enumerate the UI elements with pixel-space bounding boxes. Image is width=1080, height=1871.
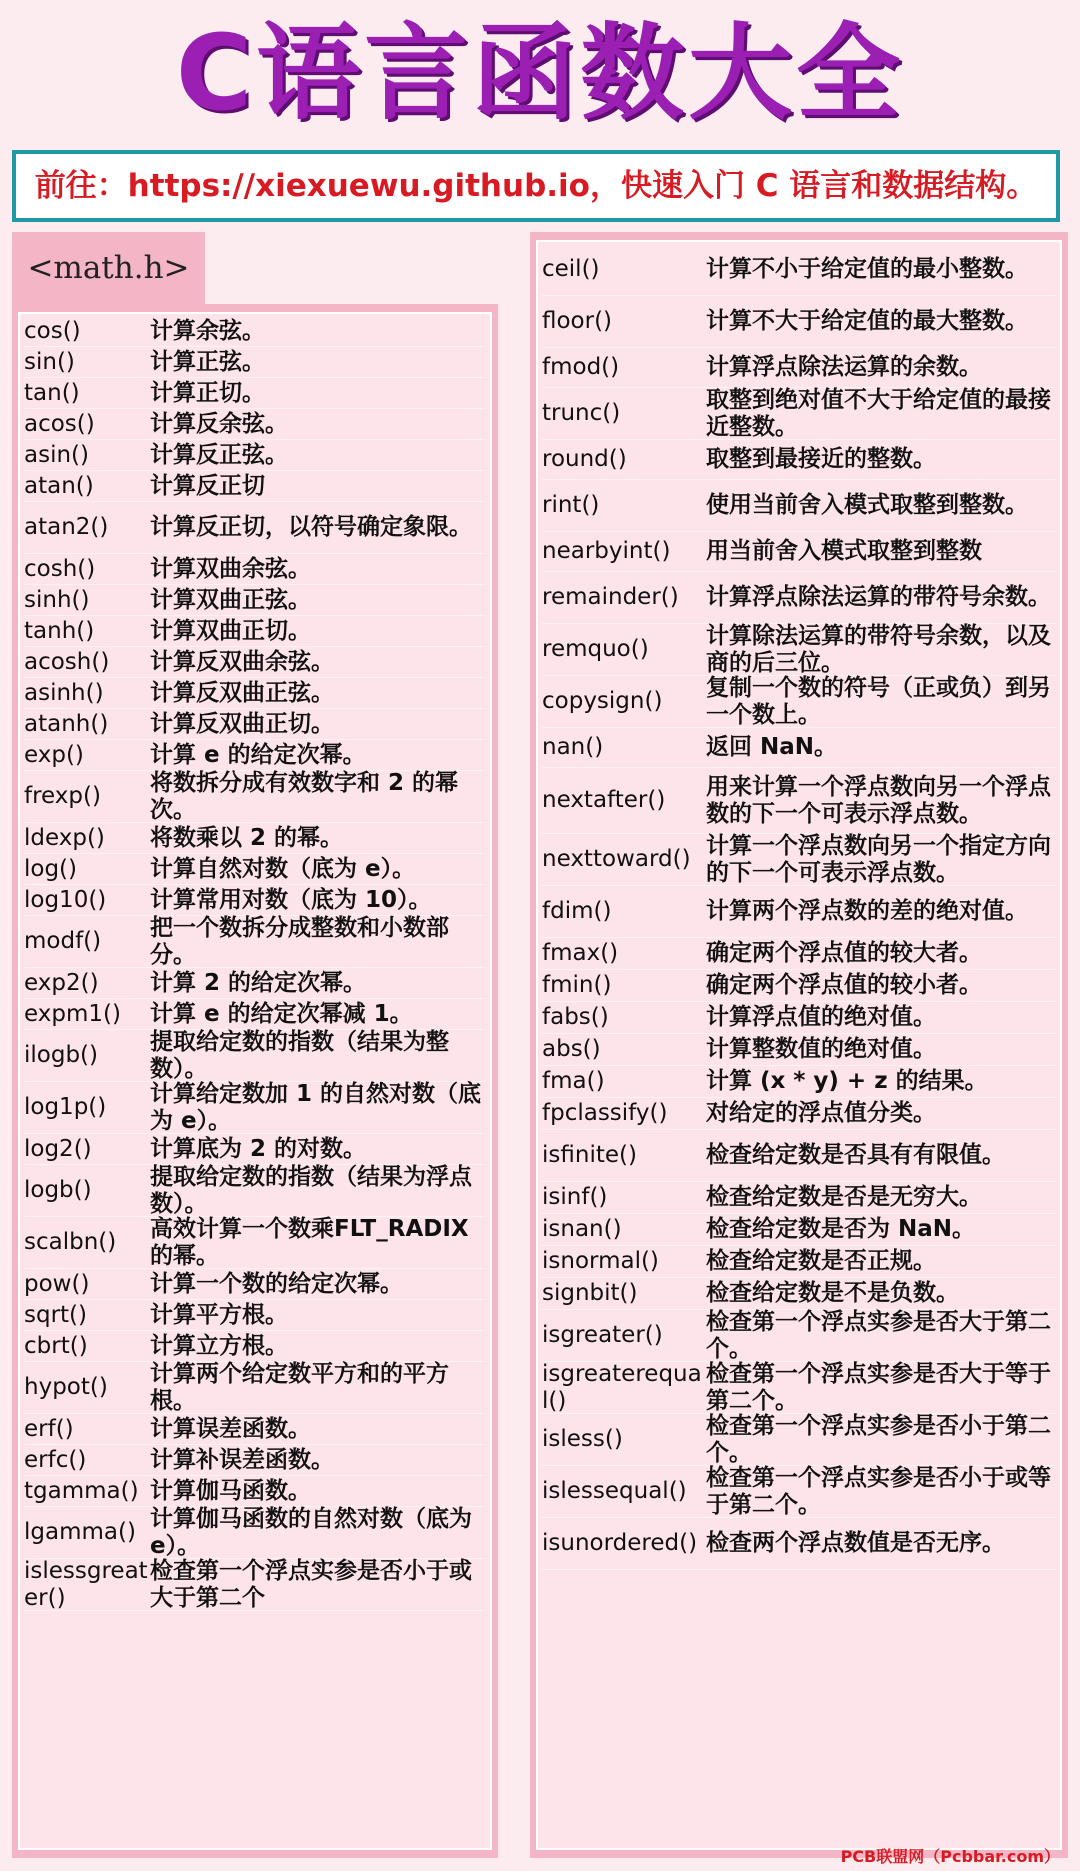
- function-description: 计算反正切: [150, 472, 265, 499]
- function-name: remainder(): [542, 584, 679, 610]
- function-name: isgreater(): [542, 1322, 663, 1348]
- function-description: 计算余弦。: [150, 317, 265, 344]
- function-name: isfinite(): [542, 1142, 637, 1168]
- function-row: [24, 771, 486, 823]
- function-row: [542, 532, 1056, 572]
- function-row: [542, 1518, 1056, 1570]
- function-name: fdim(): [542, 898, 612, 924]
- function-row: [24, 854, 486, 885]
- function-description: 计算正切。: [150, 379, 265, 406]
- function-row: [24, 1030, 486, 1082]
- function-row: [24, 1559, 486, 1611]
- function-row: [542, 1278, 1056, 1310]
- function-description: 高效计算一个数乘FLT_RADIX的幂。: [150, 1215, 469, 1269]
- function-row: [542, 1182, 1056, 1214]
- tutorial-link-banner[interactable]: 前往：https://xiexuewu.github.io，快速入门 C 语言和数据结构。: [12, 150, 1060, 222]
- function-name: modf(): [24, 928, 102, 954]
- function-description: 计算双曲正弦。: [150, 586, 311, 613]
- function-row: [542, 886, 1056, 938]
- function-name: exp(): [24, 741, 84, 768]
- function-row: [542, 244, 1056, 296]
- function-description: 复制一个数的符号（正或负）到另一个数上。: [706, 674, 1051, 728]
- function-description: 计算反双曲正弦。: [150, 679, 334, 706]
- function-name: acosh(): [24, 648, 110, 675]
- function-description: 检查给定数是否是无穷大。: [706, 1184, 982, 1210]
- function-row: [24, 885, 486, 916]
- function-name: islessequal(): [542, 1478, 687, 1504]
- function-description: 计算给定数加 1 的自然对数（底为 e）。: [150, 1080, 482, 1134]
- function-description: 计算双曲余弦。: [150, 555, 311, 582]
- function-name: copysign(): [542, 688, 663, 714]
- function-description: 计算正弦。: [150, 348, 265, 375]
- function-description: 计算浮点除法运算的带符号余数。: [706, 584, 1051, 610]
- function-description: 取整到绝对值不大于给定值的最接近整数。: [706, 386, 1051, 440]
- function-description: 计算自然对数（底为 e）。: [150, 855, 416, 882]
- function-row: [24, 1476, 486, 1507]
- function-description: 返回 NaN。: [706, 734, 838, 760]
- function-name: tgamma(): [24, 1477, 139, 1504]
- left-function-list: [18, 312, 492, 1850]
- function-row: [542, 480, 1056, 532]
- function-description: 计算双曲正切。: [150, 617, 311, 644]
- function-name: ceil(): [542, 256, 600, 282]
- function-row: [24, 1082, 486, 1134]
- function-row: [24, 1507, 486, 1559]
- function-description: 计算不小于给定值的最小整数。: [706, 256, 1028, 282]
- function-description: 计算常用对数（底为 10）。: [150, 886, 432, 913]
- function-name: erfc(): [24, 1446, 87, 1473]
- function-description: 把一个数拆分成整数和小数部分。: [150, 914, 449, 968]
- site-watermark: PCB联盟网（Pcbbar.com）: [840, 1847, 1060, 1866]
- function-description: 计算整数值的绝对值。: [706, 1036, 936, 1062]
- function-name: tan(): [24, 379, 80, 406]
- function-row: [24, 647, 486, 678]
- function-row: [24, 409, 486, 440]
- function-row: [24, 968, 486, 999]
- function-description: 计算反正弦。: [150, 441, 288, 468]
- function-row: [24, 554, 486, 585]
- function-name: remquo(): [542, 636, 649, 662]
- header-tab-math-h: <math.h>: [12, 232, 205, 304]
- function-name: isunordered(): [542, 1530, 698, 1556]
- function-row: [24, 1134, 486, 1165]
- function-name: nexttoward(): [542, 846, 691, 872]
- function-row: [542, 1466, 1056, 1518]
- function-name: fmin(): [542, 972, 612, 998]
- function-description: 计算伽马函数。: [150, 1477, 311, 1504]
- function-description: 用当前舍入模式取整到整数: [706, 538, 982, 564]
- function-row: [542, 1098, 1056, 1130]
- function-description: 计算 e 的给定次幂减 1。: [150, 1000, 413, 1027]
- function-row: [542, 1414, 1056, 1466]
- function-name: isnormal(): [542, 1248, 659, 1274]
- function-name: fma(): [542, 1068, 605, 1094]
- function-name: fmax(): [542, 940, 619, 966]
- function-row: [24, 1165, 486, 1217]
- function-description: 计算两个浮点数的差的绝对值。: [706, 898, 1028, 924]
- function-row: [24, 585, 486, 616]
- function-description: 计算 e 的给定次幂。: [150, 741, 366, 768]
- function-row: [542, 1362, 1056, 1414]
- function-row: [24, 347, 486, 378]
- function-description: 计算 (x * y) + z 的结果。: [706, 1068, 988, 1094]
- function-description: 计算补误差函数。: [150, 1446, 334, 1473]
- function-row: [24, 999, 486, 1030]
- function-name: tanh(): [24, 617, 95, 644]
- function-row: [542, 970, 1056, 1002]
- left-function-panel: [12, 304, 498, 1858]
- function-name: isinf(): [542, 1184, 608, 1210]
- function-name: atanh(): [24, 710, 109, 737]
- function-description: 检查第一个浮点实参是否大于等于第二个。: [706, 1360, 1051, 1414]
- function-description: 计算反双曲正切。: [150, 710, 334, 737]
- function-row: [542, 938, 1056, 970]
- function-row: [24, 440, 486, 471]
- function-name: cos(): [24, 317, 81, 344]
- function-row: [24, 916, 486, 968]
- function-description: 计算平方根。: [150, 1301, 288, 1328]
- function-name: acos(): [24, 410, 95, 437]
- function-row: [542, 296, 1056, 348]
- function-row: [24, 740, 486, 771]
- function-name: nan(): [542, 734, 604, 760]
- function-description: 检查第一个浮点实参是否小于第二个。: [706, 1412, 1051, 1466]
- function-description: 使用当前舍入模式取整到整数。: [706, 492, 1028, 518]
- function-name: sqrt(): [24, 1301, 88, 1328]
- function-row: [542, 834, 1056, 886]
- function-name: nextafter(): [542, 787, 666, 813]
- function-row: [542, 572, 1056, 624]
- function-row: [24, 316, 486, 347]
- function-row: [24, 471, 486, 502]
- function-name: lgamma(): [24, 1519, 136, 1545]
- function-row: [542, 1214, 1056, 1246]
- function-name: signbit(): [542, 1280, 638, 1306]
- function-description: 确定两个浮点值的较大者。: [706, 940, 982, 966]
- function-row: [542, 1130, 1056, 1182]
- function-name: floor(): [542, 308, 613, 334]
- function-description: 对给定的浮点值分类。: [706, 1100, 936, 1126]
- function-description: 计算两个给定数平方和的平方根。: [150, 1360, 449, 1414]
- function-name: rint(): [542, 492, 600, 518]
- function-row: [24, 1331, 486, 1362]
- function-row: [24, 378, 486, 409]
- function-name: frexp(): [24, 783, 101, 809]
- function-description: 提取给定数的指数（结果为整数）。: [150, 1028, 449, 1082]
- function-name: nearbyint(): [542, 538, 671, 564]
- function-description: 将数乘以 2 的幂。: [150, 824, 344, 851]
- function-name: sinh(): [24, 586, 90, 613]
- function-row: [542, 1310, 1056, 1362]
- function-row: [542, 440, 1056, 480]
- function-description: 确定两个浮点值的较小者。: [706, 972, 982, 998]
- function-row: [24, 1414, 486, 1445]
- function-name: asin(): [24, 441, 89, 468]
- function-row: [24, 502, 486, 554]
- function-name: fmod(): [542, 354, 620, 380]
- function-name: trunc(): [542, 400, 621, 426]
- function-name: ldexp(): [24, 824, 105, 851]
- function-description: 计算立方根。: [150, 1332, 288, 1359]
- page-title: C语言函数大全: [175, 12, 905, 134]
- function-name: pow(): [24, 1270, 90, 1297]
- function-description: 计算 2 的给定次幂。: [150, 969, 367, 996]
- function-name: logb(): [24, 1177, 92, 1203]
- function-description: 将数拆分成有效数字和 2 的幂次。: [150, 769, 459, 823]
- function-description: 用来计算一个浮点数向另一个浮点数的下一个可表示浮点数。: [706, 773, 1051, 827]
- function-row: [24, 1445, 486, 1476]
- function-name: fabs(): [542, 1004, 609, 1030]
- function-name: fpclassify(): [542, 1100, 668, 1126]
- function-name: islessgreater(): [24, 1557, 148, 1611]
- function-description: 计算反双曲余弦。: [150, 648, 334, 675]
- function-description: 计算浮点除法运算的余数。: [706, 354, 982, 380]
- function-row: [24, 823, 486, 854]
- function-name: asinh(): [24, 679, 104, 706]
- right-function-panel: [530, 232, 1068, 1858]
- function-row: [542, 728, 1056, 768]
- function-description: 取整到最接近的整数。: [706, 446, 936, 472]
- function-description: 计算底为 2 的对数。: [150, 1135, 367, 1162]
- function-description: 检查给定数是否具有有限值。: [706, 1142, 1005, 1168]
- function-name: cosh(): [24, 555, 96, 582]
- function-row: [24, 1300, 486, 1331]
- function-row: [542, 348, 1056, 388]
- function-description: 计算浮点值的绝对值。: [706, 1004, 936, 1030]
- function-description: 检查两个浮点数值是否无序。: [706, 1530, 1005, 1556]
- function-row: [542, 676, 1056, 728]
- function-row: [542, 624, 1056, 676]
- function-name: sin(): [24, 348, 75, 375]
- function-name: isnan(): [542, 1216, 622, 1242]
- function-name: abs(): [542, 1036, 601, 1062]
- function-row: [542, 1002, 1056, 1034]
- function-description: 计算一个浮点数向另一个指定方向的下一个可表示浮点数。: [706, 832, 1051, 886]
- function-name: ilogb(): [24, 1042, 98, 1068]
- function-description: 检查给定数是不是负数。: [706, 1280, 959, 1306]
- function-row: [24, 1269, 486, 1300]
- function-name: atan2(): [24, 514, 109, 540]
- function-description: 计算伽马函数的自然对数（底为 e）。: [150, 1505, 472, 1559]
- function-name: scalbn(): [24, 1229, 117, 1255]
- function-description: 计算误差函数。: [150, 1415, 311, 1442]
- function-row: [542, 1246, 1056, 1278]
- function-name: log(): [24, 855, 78, 882]
- function-name: round(): [542, 446, 627, 472]
- function-name: log2(): [24, 1135, 92, 1162]
- right-function-list: [536, 240, 1062, 1850]
- function-name: expm1(): [24, 1000, 121, 1027]
- function-description: 计算不大于给定值的最大整数。: [706, 308, 1028, 334]
- function-description: 计算反余弦。: [150, 410, 288, 437]
- function-row: [542, 388, 1056, 440]
- function-name: atan(): [24, 472, 94, 499]
- function-name: hypot(): [24, 1374, 108, 1400]
- function-name: exp2(): [24, 969, 99, 996]
- function-name: cbrt(): [24, 1332, 88, 1359]
- function-name: isgreaterequal(): [542, 1360, 702, 1414]
- function-row: [24, 1362, 486, 1414]
- function-row: [24, 616, 486, 647]
- function-row: [24, 709, 486, 740]
- function-description: 检查第一个浮点实参是否大于第二个。: [706, 1308, 1051, 1362]
- function-description: 检查给定数是否正规。: [706, 1248, 936, 1274]
- function-description: 提取给定数的指数（结果为浮点数）。: [150, 1163, 472, 1217]
- function-name: erf(): [24, 1415, 74, 1442]
- function-name: isless(): [542, 1426, 623, 1452]
- function-description: 检查给定数是否为 NaN。: [706, 1216, 976, 1242]
- function-description: 检查第一个浮点实参是否小于或大于第二个: [150, 1557, 472, 1611]
- function-row: [24, 678, 486, 709]
- function-row: [542, 1034, 1056, 1066]
- function-row: [24, 1217, 486, 1269]
- function-name: log10(): [24, 886, 107, 913]
- function-row: [542, 768, 1056, 834]
- function-row: [542, 1066, 1056, 1098]
- function-description: 计算除法运算的带符号余数，以及商的后三位。: [706, 622, 1051, 676]
- function-description: 检查第一个浮点实参是否小于或等于第二个。: [706, 1464, 1051, 1518]
- function-description: 计算反正切，以符号确定象限。: [150, 514, 472, 540]
- function-description: 计算一个数的给定次幂。: [150, 1270, 403, 1297]
- function-name: log1p(): [24, 1094, 107, 1120]
